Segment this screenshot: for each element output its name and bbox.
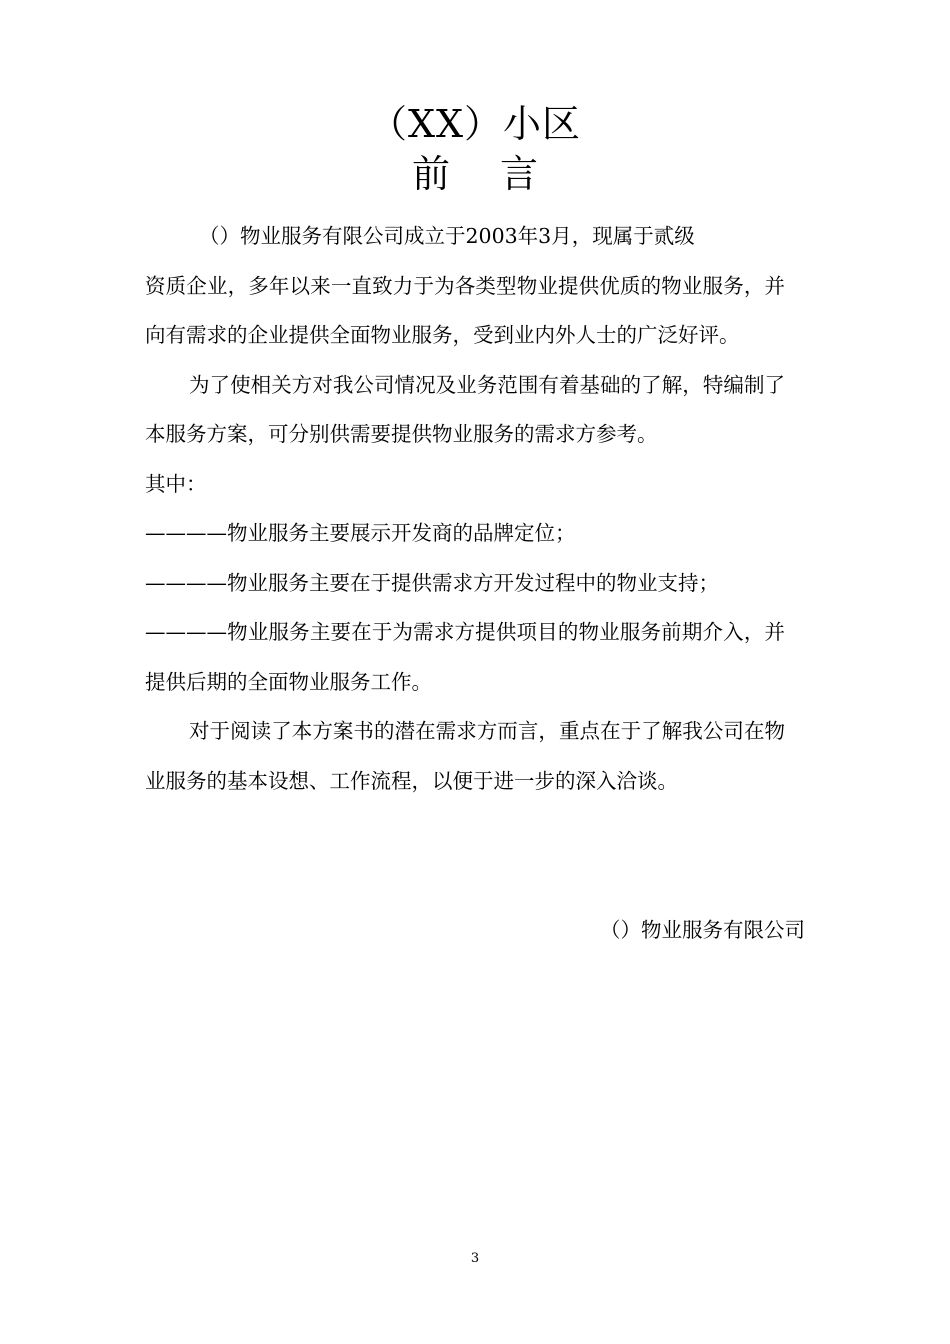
list-item: ————物业服务主要展示开发商的品牌定位； — [145, 521, 576, 545]
signature: （）物业服务有限公司 — [600, 918, 805, 942]
paragraph-list-intro: 其中： — [145, 471, 207, 496]
paragraph-purpose: 为了使相关方对我公司情况及业务范围有着基础的了解，特编制了本服务方案，可分别供需要提供物业服务的需求方参考。 — [145, 372, 785, 446]
page-number: 3 — [470, 1251, 480, 1266]
section-heading: 前言 — [411, 152, 588, 196]
list-item: ————物业服务主要在于提供需求方开发过程中的物业支持； — [145, 570, 719, 595]
body-text — [145, 212, 785, 806]
paragraph-intro-continued: 资质企业，多年以来一直致力于为各类型物业提供优质的物业服务，并向有需求的企业提供全面物业服务，受到业内外人士的广泛好评。 — [145, 273, 785, 347]
paragraph-reader-note: 对于阅读了本方案书的潜在需求方而言，重点在于了解我公司在物业服务的基本设想、工作流程，以便于进一步的深入洽谈。 — [145, 719, 785, 793]
document-title: （XX）小区 — [368, 102, 582, 146]
list-item: ————物业服务主要在于为需求方提供项目的物业服务前期介入，并提供后期的全面物业服务工作。 — [145, 620, 785, 694]
paragraph-intro-line1: （）物业服务有限公司成立于2003年3月，现属于贰级 — [199, 224, 695, 248]
